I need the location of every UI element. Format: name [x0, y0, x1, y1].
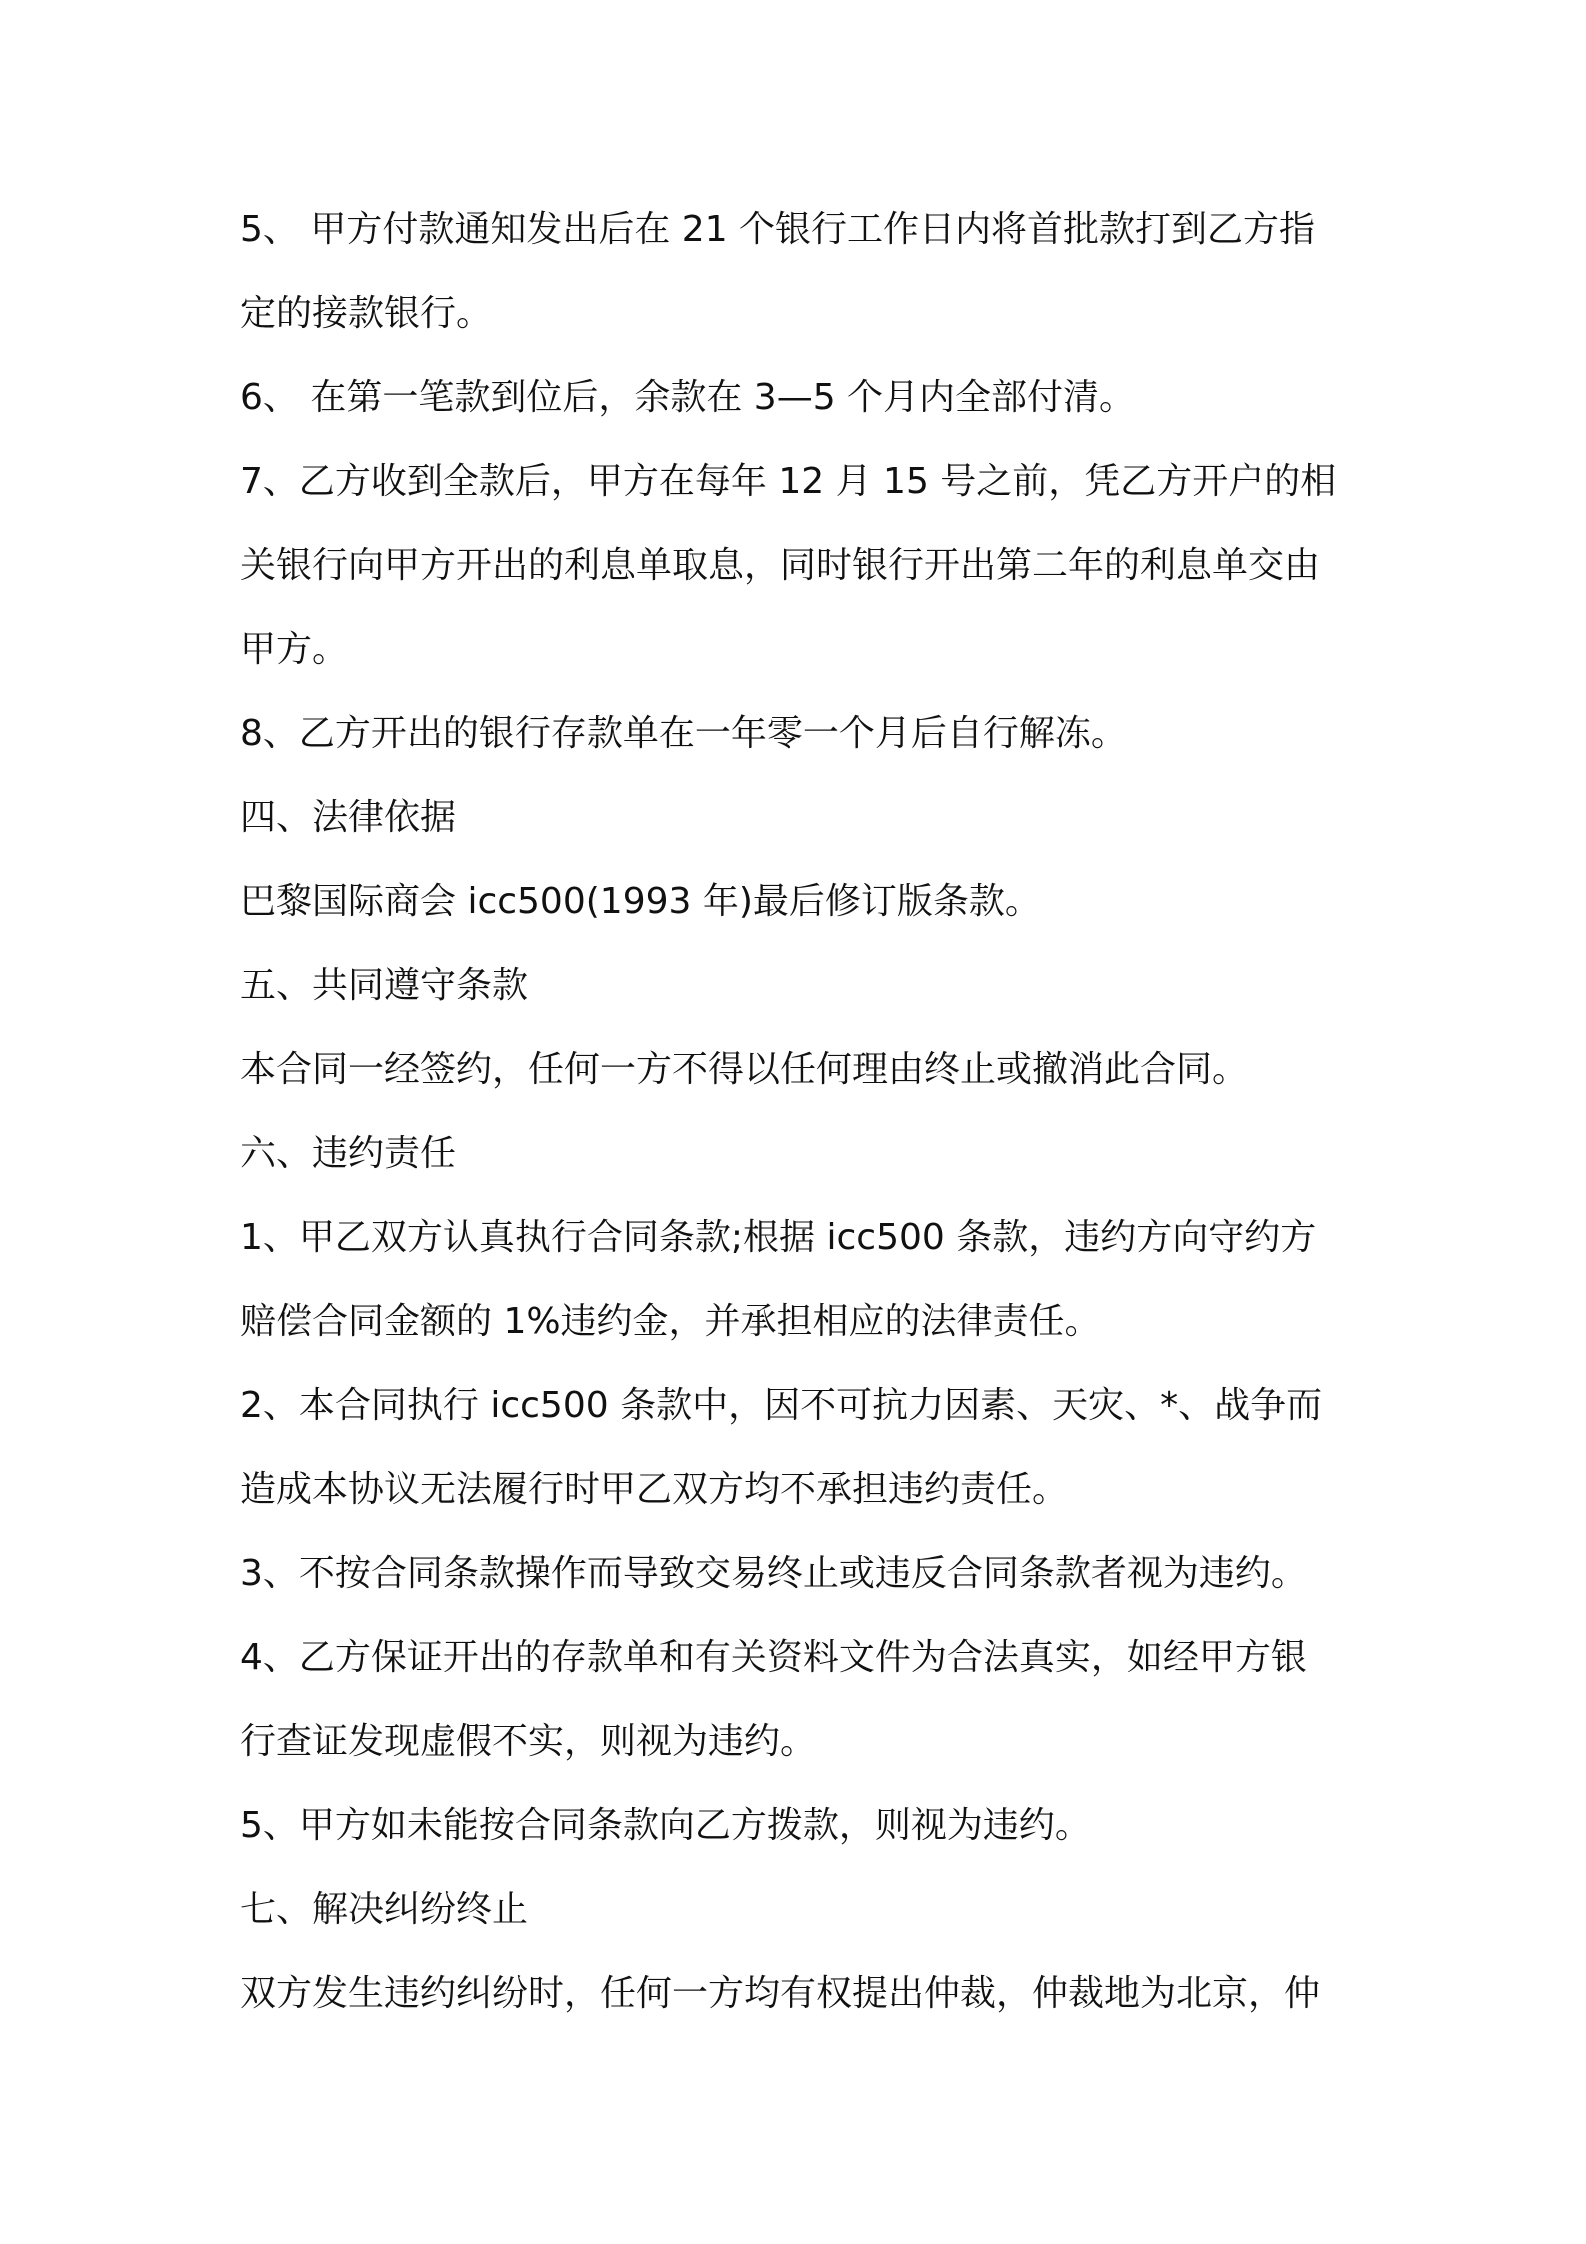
- clause-5-payment-line-2: 定的接款银行。: [240, 293, 493, 334]
- section-7-body-line-1: 双方发生违约纠纷时，任何一方均有权提出仲裁，仲裁地为北京，仲: [240, 1973, 1321, 2014]
- liability-5: 5、甲方如未能按合同条款向乙方拨款，则视为违约。: [240, 1805, 1091, 1846]
- section-6-heading: 六、违约责任: [240, 1133, 457, 1174]
- clause-7-interest-line-2: 关银行向甲方开出的利息单取息，同时银行开出第二年的利息单交由: [240, 545, 1321, 586]
- liability-2-line-1: 2、本合同执行 icc500 条款中，因不可抗力因素、天灾、*、战争而: [240, 1385, 1323, 1426]
- section-7-heading: 七、解决纠纷终止: [240, 1889, 529, 1930]
- clause-5-payment-line-1: 5、 甲方付款通知发出后在 21 个银行工作日内将首批款打到乙方指: [240, 209, 1316, 250]
- section-4-heading: 四、法律依据: [240, 797, 457, 838]
- clause-6-balance: 6、 在第一笔款到位后，余款在 3—5 个月内全部付清。: [240, 377, 1136, 418]
- section-5-heading: 五、共同遵守条款: [240, 965, 529, 1006]
- section-5-body: 本合同一经签约，任何一方不得以任何理由终止或撤消此合同。: [240, 1049, 1249, 1090]
- clause-7-interest-line-3: 甲方。: [240, 629, 349, 670]
- clause-8-unfreeze: 8、乙方开出的银行存款单在一年零一个月后自行解冻。: [240, 713, 1127, 754]
- section-4-body: 巴黎国际商会 icc500(1993 年)最后修订版条款。: [240, 881, 1041, 922]
- liability-1-line-2: 赔偿合同金额的 1%违约金，并承担相应的法律责任。: [240, 1301, 1101, 1342]
- liability-1-line-1: 1、甲乙双方认真执行合同条款;根据 icc500 条款，违约方向守约方: [240, 1217, 1317, 1258]
- liability-4-line-2: 行查证发现虚假不实，则视为违约。: [240, 1721, 817, 1762]
- liability-2-line-2: 造成本协议无法履行时甲乙双方均不承担违约责任。: [240, 1469, 1069, 1510]
- liability-4-line-1: 4、乙方保证开出的存款单和有关资料文件为合法真实，如经甲方银: [240, 1637, 1307, 1678]
- liability-3: 3、不按合同条款操作而导致交易终止或违反合同条款者视为违约。: [240, 1553, 1307, 1594]
- clause-7-interest-line-1: 7、乙方收到全款后，甲方在每年 12 月 15 号之前，凭乙方开户的相: [240, 461, 1337, 502]
